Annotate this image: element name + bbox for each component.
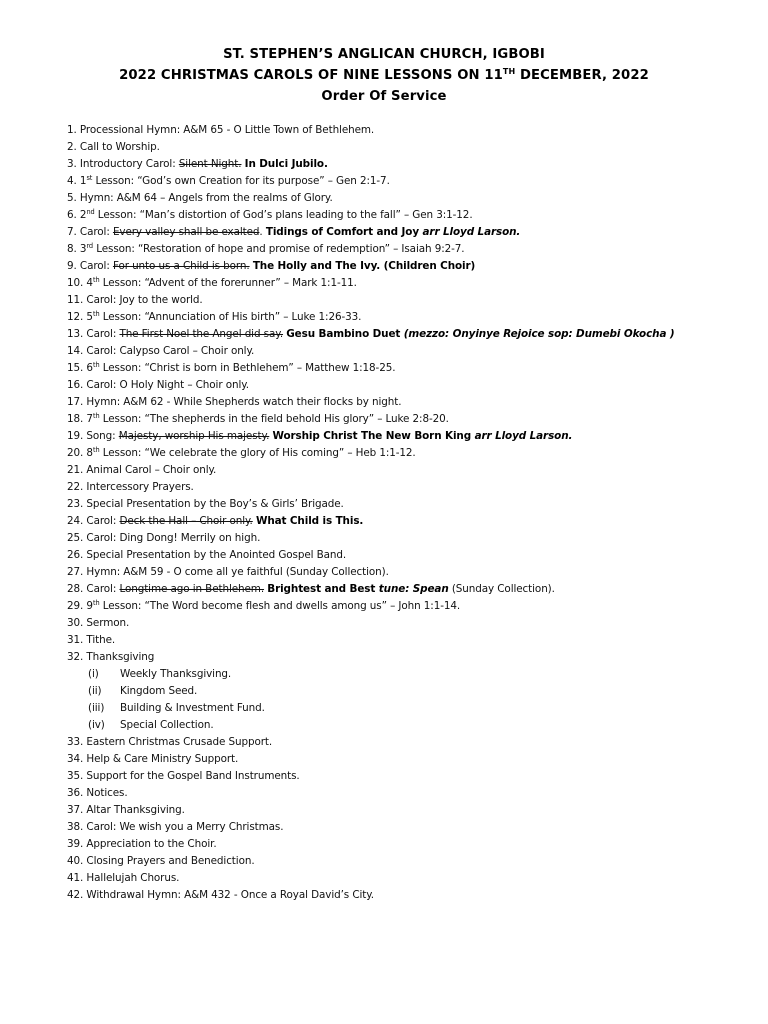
bold-italic-text: (mezzo: Onyinye Rejoice sop: Dumebi Okocha ): [403, 328, 675, 340]
list-item: [67, 360, 757, 377]
item-text: Lesson: “Annunciation of His birth” – Luke 1:26-33.: [99, 311, 362, 323]
list-item: 1. Processional Hymn: A&M 65 - O Little Town of Bethlehem.: [67, 124, 375, 136]
item-text: Building & Investment Fund.: [120, 702, 265, 714]
list-item: [67, 207, 757, 224]
ordinal-sup: th: [92, 310, 100, 318]
ordinal-sup: th: [92, 361, 100, 369]
list-item: 41. Hallelujah Chorus.: [67, 872, 180, 884]
bold-text: Gesu Bambino Duet: [286, 328, 404, 340]
item-text: Lesson: “The shepherds in the field behold His glory” – Luke 2:8-20.: [99, 413, 449, 425]
sub-list-item: [67, 700, 757, 717]
struck-text: Majesty, worship His majesty.: [118, 430, 270, 442]
roman-numeral: (ii): [88, 685, 102, 697]
bold-text: Brightest and Best: [267, 583, 379, 595]
list-item: 5. Hymn: A&M 64 – Angels from the realms of Glory.: [67, 192, 333, 204]
list-item: 22. Intercessory Prayers.: [67, 481, 194, 493]
list-item: [67, 173, 757, 190]
list-item: 36. Notices.: [67, 787, 128, 799]
list-item: [67, 411, 757, 428]
bold-text: Tidings of Comfort and Joy: [265, 226, 423, 238]
list-item: 2. Call to Worship.: [67, 141, 160, 153]
list-item: [67, 326, 757, 343]
item-text: Lesson: “Restoration of hope and promise of redemption” – Isaiah 9:2-7.: [93, 243, 465, 255]
item-text: 6. 2: [67, 209, 87, 221]
list-item: [67, 581, 757, 598]
ordinal-sup: rd: [86, 242, 94, 250]
list-item: 11. Carol: Joy to the world.: [67, 294, 203, 306]
item-text: 19. Song:: [67, 430, 119, 442]
struck-text: Silent Night.: [178, 158, 242, 170]
struck-text: Deck the Hall – Choir only.: [119, 515, 253, 527]
list-item: 35. Support for the Gospel Band Instruments.: [67, 770, 300, 782]
list-item: 16. Carol: O Holy Night – Choir only.: [67, 379, 250, 391]
sub-list-item: [67, 666, 757, 683]
list-item: 38. Carol: We wish you a Merry Christmas.: [67, 821, 284, 833]
struck-text: Longtime ago in Bethlehem.: [119, 583, 265, 595]
event-title-sup: TH: [502, 67, 516, 76]
ordinal-sup: th: [92, 446, 100, 454]
bold-text: In Dulci Jubilo.: [244, 158, 328, 170]
list-item: 23. Special Presentation by the Boy’s & Girls’ Brigade.: [67, 498, 344, 510]
item-text: 8. 3: [67, 243, 87, 255]
item-text: Weekly Thanksgiving.: [120, 668, 232, 680]
item-text: 29. 9: [67, 600, 93, 612]
item-text: 9. Carol:: [67, 260, 113, 272]
item-text: 3. Introductory Carol:: [67, 158, 179, 170]
roman-numeral: (i): [88, 668, 99, 680]
bold-text: Worship Christ The New Born King: [272, 430, 475, 442]
struck-text: For unto us a Child is born.: [112, 260, 250, 272]
item-text: Lesson: “Advent of the forerunner” – Mark 1:1-11.: [99, 277, 357, 289]
item-text: 28. Carol:: [67, 583, 120, 595]
list-item: [67, 275, 757, 292]
list-item: [67, 156, 757, 173]
ordinal-sup: nd: [86, 208, 95, 216]
roman-numeral: (iii): [88, 702, 105, 714]
list-item: [67, 224, 757, 241]
bold-italic-text: tune: Spean: [378, 583, 449, 595]
item-text: 4. 1: [67, 175, 87, 187]
list-item: 25. Carol: Ding Dong! Merrily on high.: [67, 532, 261, 544]
list-item: 40. Closing Prayers and Benediction.: [67, 855, 255, 867]
ordinal-sup: th: [92, 276, 100, 284]
item-text: Lesson: “We celebrate the glory of His coming” – Heb 1:1-12.: [99, 447, 416, 459]
struck-text: The First Noel the Angel did say.: [119, 328, 284, 340]
list-item: [67, 309, 757, 326]
list-item: [67, 513, 757, 530]
item-text: Lesson: “Man’s distortion of God’s plans leading to the fall” – Gen 3:1-12.: [94, 209, 473, 221]
bold-text: The Holly and The Ivy. (Children Choir): [252, 260, 476, 272]
item-text: 15. 6: [67, 362, 93, 374]
sub-list-item: [67, 683, 757, 700]
event-title: [0, 65, 768, 86]
list-item: 31. Tithe.: [67, 634, 116, 646]
item-text: 12. 5: [67, 311, 93, 323]
event-title-date: DECEMBER, 2022: [515, 68, 649, 83]
item-text: Lesson: “The Word become flesh and dwells among us” – John 1:1-14.: [99, 600, 461, 612]
item-text: 20. 8: [67, 447, 93, 459]
item-text: Lesson: “Christ is born in Bethlehem” – Matthew 1:18-25.: [99, 362, 396, 374]
roman-numeral: (iv): [88, 719, 105, 731]
list-item: 42. Withdrawal Hymn: A&M 432 - Once a Royal David’s City.: [67, 889, 375, 901]
list-item: [67, 428, 757, 445]
list-item: 32. Thanksgiving: [67, 651, 155, 663]
item-text: Lesson: “God’s own Creation for its purpose” – Gen 2:1-7.: [92, 175, 390, 187]
list-item: 27. Hymn: A&M 59 - O come all ye faithful (Sunday Collection).: [67, 566, 389, 578]
header: [0, 44, 768, 107]
item-text: 18. 7: [67, 413, 93, 425]
ordinal-sup: st: [86, 174, 93, 182]
item-text: 10. 4: [67, 277, 93, 289]
bold-italic-text: arr Lloyd Larson.: [422, 226, 521, 238]
list-item: 30. Sermon.: [67, 617, 130, 629]
list-item: [67, 445, 757, 462]
item-text: 7. Carol:: [67, 226, 113, 238]
sub-list-item: [67, 717, 757, 734]
list-item: 26. Special Presentation by the Anointed Gospel Band.: [67, 549, 347, 561]
item-text: 13. Carol:: [67, 328, 120, 340]
list-item: [67, 598, 757, 615]
list-item: 14. Carol: Calypso Carol – Choir only.: [67, 345, 255, 357]
order-of-service-heading: Order Of Service: [321, 89, 447, 104]
list-item: 34. Help & Care Ministry Support.: [67, 753, 239, 765]
event-title-text: 2022 CHRISTMAS CAROLS OF NINE LESSONS ON 11: [119, 68, 503, 83]
list-item: 17. Hymn: A&M 62 - While Shepherds watch their flocks by night.: [67, 396, 402, 408]
list-item: 21. Animal Carol – Choir only.: [67, 464, 217, 476]
list-item: [67, 241, 757, 258]
struck-text: Every valley shall be exalted: [112, 226, 260, 238]
list-item: [67, 258, 757, 275]
list-item: 37. Altar Thanksgiving.: [67, 804, 185, 816]
bold-italic-text: arr Lloyd Larson.: [474, 430, 573, 442]
ordinal-sup: th: [92, 412, 100, 420]
item-spacer: .: [259, 226, 266, 238]
list-item: 33. Eastern Christmas Crusade Support.: [67, 736, 273, 748]
item-text: (Sunday Collection).: [448, 583, 555, 595]
item-text: Special Collection.: [120, 719, 214, 731]
church-name: ST. STEPHEN’S ANGLICAN CHURCH, IGBOBI: [223, 47, 545, 62]
service-list: [67, 122, 757, 904]
bold-text: What Child is This.: [255, 515, 364, 527]
item-text: 24. Carol:: [67, 515, 120, 527]
ordinal-sup: th: [92, 599, 100, 607]
list-item: 39. Appreciation to the Choir.: [67, 838, 217, 850]
item-text: Kingdom Seed.: [120, 685, 198, 697]
